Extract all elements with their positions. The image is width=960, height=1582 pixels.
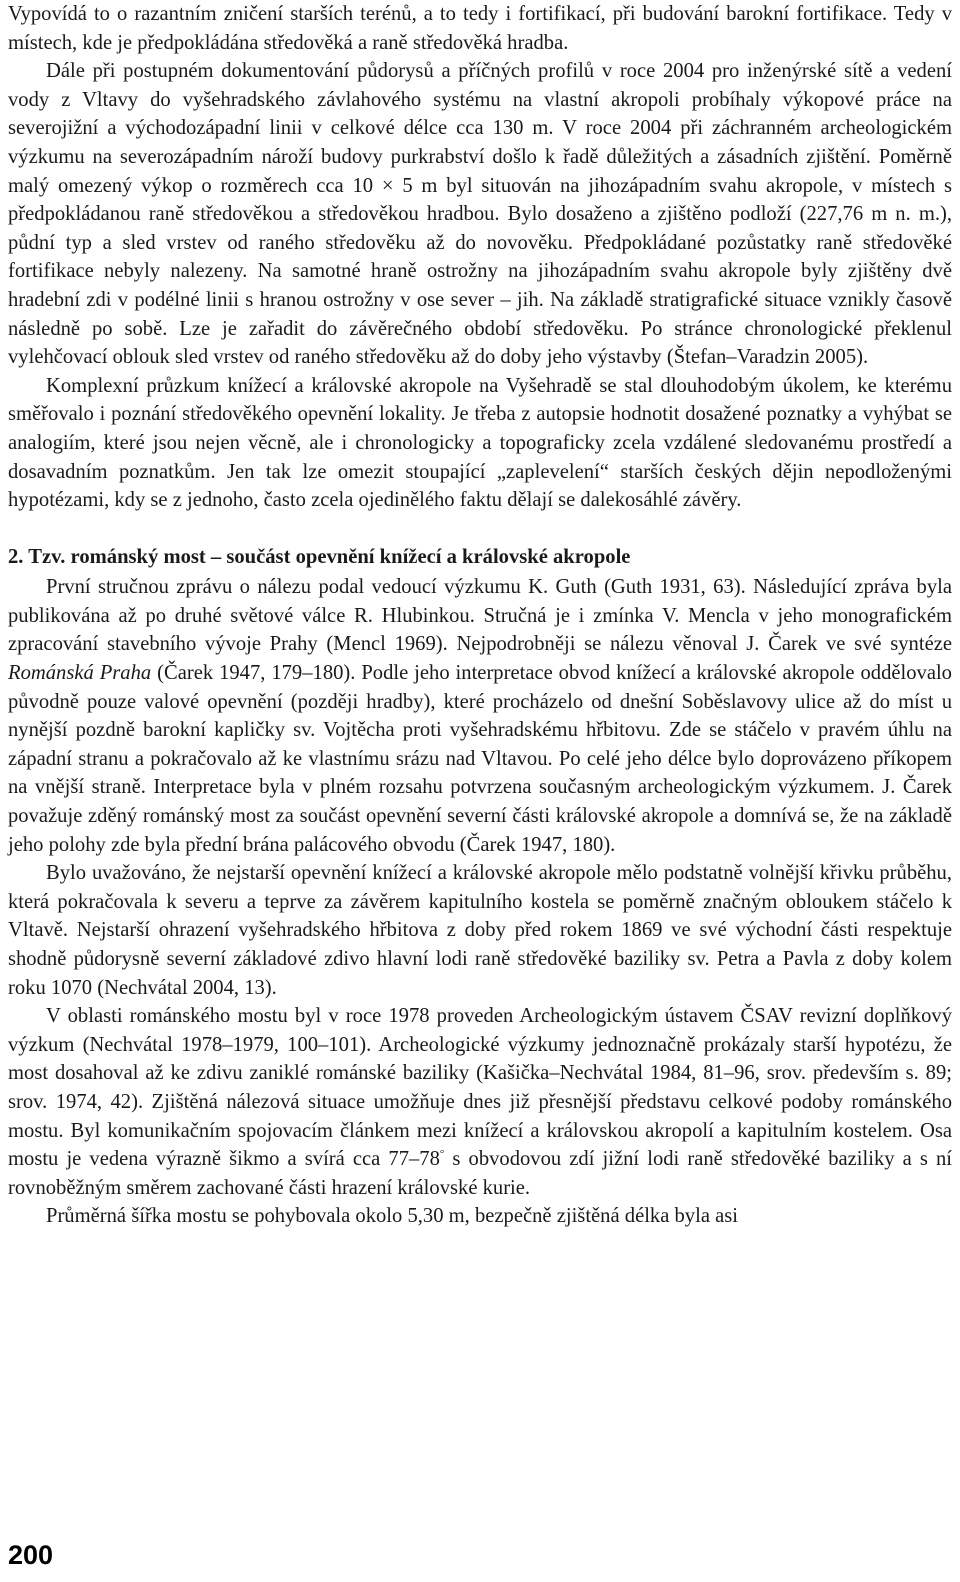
section-paragraph-3 (8, 1002, 952, 1202)
page-number: 200 (8, 1540, 54, 1570)
p1-text-end: (Čarek 1947, 179–180). Podle jeho interpretace obvod knížecí a královské akropole oddělovalo původně pouze valové opevnění (později hradby), které procházelo od dnešní Soběslavovy ulice až do míst u nynější pozdně barokní kapličky sv. Vojtěcha proti vyšehradskému hřbitovu. Zde se stáčelo v pravém úhlu na západní stranu a pokračovalo až ke vlastnímu srázu nad Vltavou. Po celé jeho délce bylo doprovázeno příkopem na vnější straně. Interpretace byla v plném rozsahu potvrzena současným archeologickým výzkumem. J. Čarek považuje zděný románský most za součást opevnění severní části královské akropole a domnívá se, že na základě jeho polohy zde byla přední brána palácového obvodu (Čarek 1947, 180). (8, 662, 952, 856)
section-paragraph-2: Bylo uvažováno, že nejstarší opevnění knížecí a královské akropole mělo podstatně volnější křivku průběhu, která pokračovala k severu a teprve za závěrem kapitulního kostela se poměrně značným obloukem stáčelo k Vltavě. Nejstarší ohrazení vyšehradského hřbitova z doby před rokem 1869 ve své východní části respektuje shodně půdorysně severní základové zdivo hlavní lodi raně středověké baziliky sv. Petra a Pavla z doby kolem roku 1070 (Nechvátal 2004, 13). (8, 862, 952, 999)
document-page (8, 0, 952, 1231)
p3-text-start: V oblasti románského mostu byl v roce 1978 proveden Archeologickým ústavem ČSAV revizní doplňkový výzkum (Nechvátal 1978–1979, 100–101). Archeologické výzkumy jednoznačně prokázaly starší hypotézu, že most dosahoval až ke zdivu zaniklé románské baziliky (Kašička–Nechvátal 1984, 81–96, srov. především s. 89; srov. 1974, 42). Zjištěná nálezová situace umožňuje dnes již přesnější představu celkové podoby románského mostu. Byl komunikačním spojovacím článkem mezi knížecí a královskou akropolí a kapitulním kostelem. Osa mostu je vedena výrazně šikmo a svírá cca 77–78 (8, 1005, 952, 1171)
section-paragraph-1 (8, 573, 952, 859)
paragraph-2: Dále při postupném dokumentování půdorysů a příčných profilů v roce 2004 pro inženýrské sítě a vedení vody z Vltavy do vyšehradského závlahového systému na vlastní akropoli probíhaly výkopové práce na severojižní a východozápadní linii v celkové délce cca 130 m. V roce 2004 při záchranném archeologickém výzkumu na severozápadním nároží budovy purkrabství došlo k řadě důležitých a zásadních zjištění. Poměrně malý omezený výkop o rozměrech cca 10 × 5 m byl situován na jihozápadním svahu akropole, v místech s předpokládanou raně středověkou a středověkou hradbou. Bylo dosaženo a zjištěno podloží (227,76 m n. m.), půdní typ a sled vrstev od raného středověku až do novověku. Předpokládané pozůstatky raně středověké fortifikace nebyly nalezeny. Na samotné hraně ostrožny na jihozápadním svahu akropole byly zjištěny dvě hradební zdi v podélné linii s hranou ostrožny v ose sever – jih. Na základě stratigrafické situace vznikly časově následně po sobě. Lze je zařadit do závěrečného období středověku. Po stránce chronologické překlenul vylehčovací oblouk sled vrstev od raného středověku až do doby jeho výstavby (Štefan–Varadzin 2005). (8, 60, 952, 369)
section-paragraph-4: Průměrná šířka mostu se pohybovala okolo 5,30 m, bezpečně zjištěná délka byla asi (46, 1205, 738, 1228)
degree-mark: ° (439, 1148, 445, 1161)
section-heading: 2. Tzv. románský most – součást opevnění knížecí a královské akropole (8, 545, 631, 568)
book-title: Románská Praha (8, 662, 152, 685)
p3-text-end: s obvodovou zdí jižní lodi raně středověké baziliky a s ní rovnoběžným směrem zachované části hrazení královské kurie. (8, 1148, 953, 1199)
paragraph-3: Komplexní průzkum knížecí a královské akropole na Vyšehradě se stal dlouhodobým úkolem, ke kterému směřovalo i poznání středověkého opevnění lokality. Je třeba z autopsie hodnotit dosažené poznatky a vyhýbat se analogiím, které jsou nejen věcně, ale i chronologicky a topograficky zcela vzdálené sledovanému prostředí a dosavadním poznatkům. Jen tak lze omezit stoupající „zaplevelení“ starších českých dějin nepodloženými hypotézami, kdy se z jednoho, často zcela ojedinělého faktu dělají se dalekosáhlé závěry. (8, 374, 952, 512)
p1-text-start: První stručnou zprávu o nálezu podal vedoucí výzkumu K. Guth (Guth 1931, 63). Následující zpráva byla publikována až po druhé světové válce R. Hlubinkou. Stručná je i zmínka V. Mencla v jeho monografickém zpracování stavebního vývoje Prahy (Mencl 1969). Nejpodrobněji se nálezu věnoval J. Čarek ve své syntéze (8, 576, 952, 656)
paragraph-1: Vypovídá to o razantním zničení starších terénů, a to tedy i fortifikací, při budování barokní fortifikace. Tedy v místech, kde je předpokládána středověká a raně středověká hradba. (8, 3, 952, 54)
